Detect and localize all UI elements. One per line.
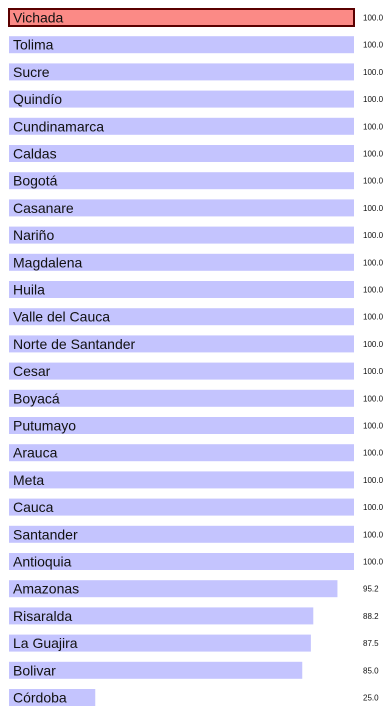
category-label: Huila <box>13 281 45 298</box>
bar-bogot- <box>9 172 354 189</box>
category-label: Córdoba <box>13 689 67 706</box>
value-label: 85.0 <box>363 666 379 676</box>
value-label: 100.0 <box>363 122 384 132</box>
category-label: Tolima <box>13 36 54 53</box>
category-label: Cundinamarca <box>13 118 105 135</box>
bar-boyac- <box>9 390 354 407</box>
value-label: 100.0 <box>363 394 384 404</box>
category-label: Santander <box>13 526 78 543</box>
category-label: Quindío <box>13 91 63 108</box>
value-label: 88.2 <box>363 611 379 621</box>
value-label: 100.0 <box>363 149 384 159</box>
category-label: Magdalena <box>13 254 83 271</box>
category-label: Valle del Cauca <box>13 308 111 325</box>
category-label: Sucre <box>13 63 50 80</box>
value-label: 100.0 <box>363 40 384 50</box>
value-label: 87.5 <box>363 639 379 649</box>
category-label: Antioquia <box>13 553 72 570</box>
value-label: 100.0 <box>363 13 384 23</box>
value-label: 100.0 <box>363 258 384 268</box>
bar-huila <box>9 281 354 298</box>
value-label: 100.0 <box>363 557 384 567</box>
value-label: 100.0 <box>363 285 384 295</box>
bar-sucre <box>9 63 354 80</box>
category-label: Cesar <box>13 363 51 380</box>
value-label: 25.0 <box>363 693 379 703</box>
category-label: Arauca <box>13 444 58 461</box>
category-label: Meta <box>13 471 45 488</box>
value-label: 100.0 <box>363 312 384 322</box>
value-label: 100.0 <box>363 503 384 513</box>
value-label: 100.0 <box>363 530 384 540</box>
category-label: Cauca <box>13 499 54 516</box>
value-label: 100.0 <box>363 367 384 377</box>
value-label: 95.2 <box>363 584 379 594</box>
bar-nari-o <box>9 227 354 244</box>
category-label: Bolivar <box>13 662 56 679</box>
value-label: 100.0 <box>363 339 384 349</box>
category-label: Vichada <box>13 9 64 26</box>
value-label: 100.0 <box>363 231 384 241</box>
category-label: Amazonas <box>13 580 80 597</box>
category-label: Nariño <box>13 227 55 244</box>
category-label: Norte de Santander <box>13 335 136 352</box>
category-label: Bogotá <box>13 172 58 189</box>
bar-cesar <box>9 363 354 380</box>
value-label: 100.0 <box>363 95 384 105</box>
category-label: Putumayo <box>13 417 77 434</box>
bar-caldas <box>9 145 354 162</box>
value-label: 100.0 <box>363 421 384 431</box>
bar-tolima <box>9 36 354 53</box>
category-label: La Guajira <box>13 635 78 652</box>
bar-arauca <box>9 444 354 461</box>
value-label: 100.0 <box>363 448 384 458</box>
category-label: Caldas <box>13 145 57 162</box>
category-label: Risaralda <box>13 607 73 624</box>
bar-cauca <box>9 499 354 516</box>
category-label: Casanare <box>13 199 74 216</box>
category-label: Boyacá <box>13 390 60 407</box>
value-label: 100.0 <box>363 67 384 77</box>
value-label: 100.0 <box>363 475 384 485</box>
value-label: 100.0 <box>363 176 384 186</box>
value-label: 100.0 <box>363 203 384 213</box>
bar-meta <box>9 471 354 488</box>
